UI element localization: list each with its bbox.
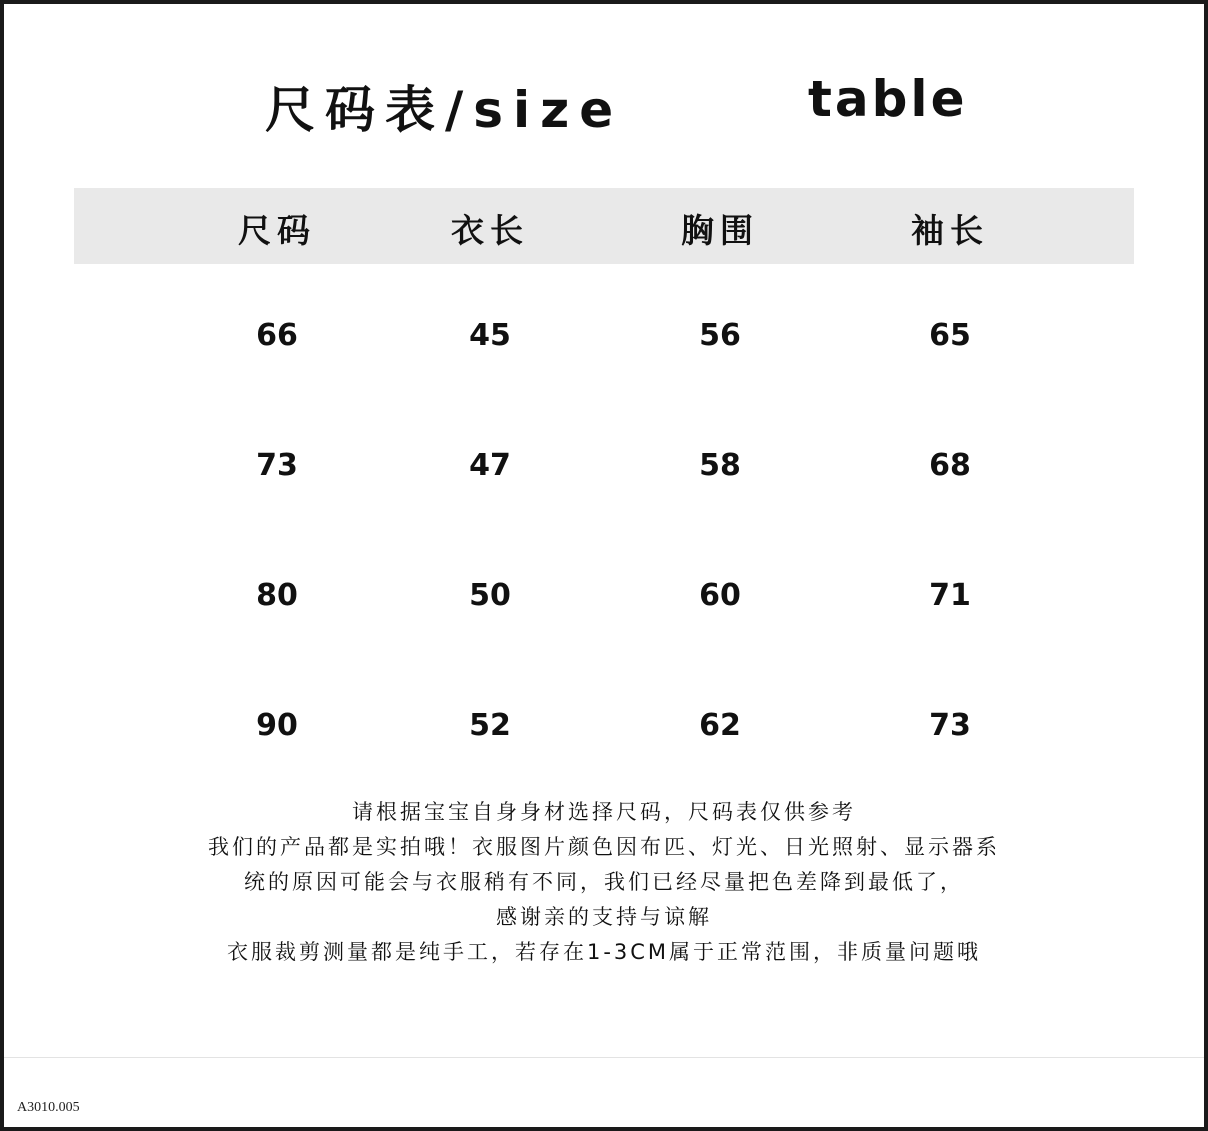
note-line: 衣服裁剪测量都是纯手工，若存在1-3CM属于正常范围，非质量问题哦 — [226, 940, 982, 964]
product-code: A3010.005 — [17, 1100, 80, 1115]
table-cell: 66 — [256, 318, 298, 353]
table-cell: 58 — [699, 448, 741, 483]
table-cell: 45 — [469, 318, 511, 353]
table-cell: 60 — [699, 578, 741, 613]
table-cell: 90 — [256, 708, 298, 743]
table-cell: 52 — [469, 708, 511, 743]
header-sleeve: 袖长 — [911, 211, 989, 250]
note-line: 我们的产品都是实拍哦！衣服图片颜色因布匹、灯光、日光照射、显示器系 — [208, 835, 1000, 859]
title-right: table — [808, 70, 968, 128]
table-cell: 73 — [929, 708, 971, 743]
table-cell: 56 — [699, 318, 741, 353]
header-size: 尺码 — [238, 211, 316, 250]
title-left: 尺码表/size — [265, 81, 624, 139]
header-chest: 胸围 — [681, 211, 759, 250]
table-cell: 62 — [699, 708, 741, 743]
note-line: 感谢亲的支持与谅解 — [496, 905, 712, 929]
header-length: 衣长 — [451, 211, 529, 250]
table-cell: 80 — [256, 578, 298, 613]
table-cell: 47 — [469, 448, 511, 483]
note-line: 请根据宝宝自身身材选择尺码，尺码表仅供参考 — [352, 800, 856, 824]
footer-divider — [4, 1057, 1204, 1058]
note-line: 统的原因可能会与衣服稍有不同，我们已经尽量把色差降到最低了， — [244, 870, 964, 894]
table-cell: 65 — [929, 318, 971, 353]
page-title — [0, 70, 1208, 140]
table-cell: 71 — [929, 578, 971, 613]
table-cell: 73 — [256, 448, 298, 483]
table-cell: 68 — [929, 448, 971, 483]
size-notes — [60, 795, 1148, 970]
table-cell: 50 — [469, 578, 511, 613]
